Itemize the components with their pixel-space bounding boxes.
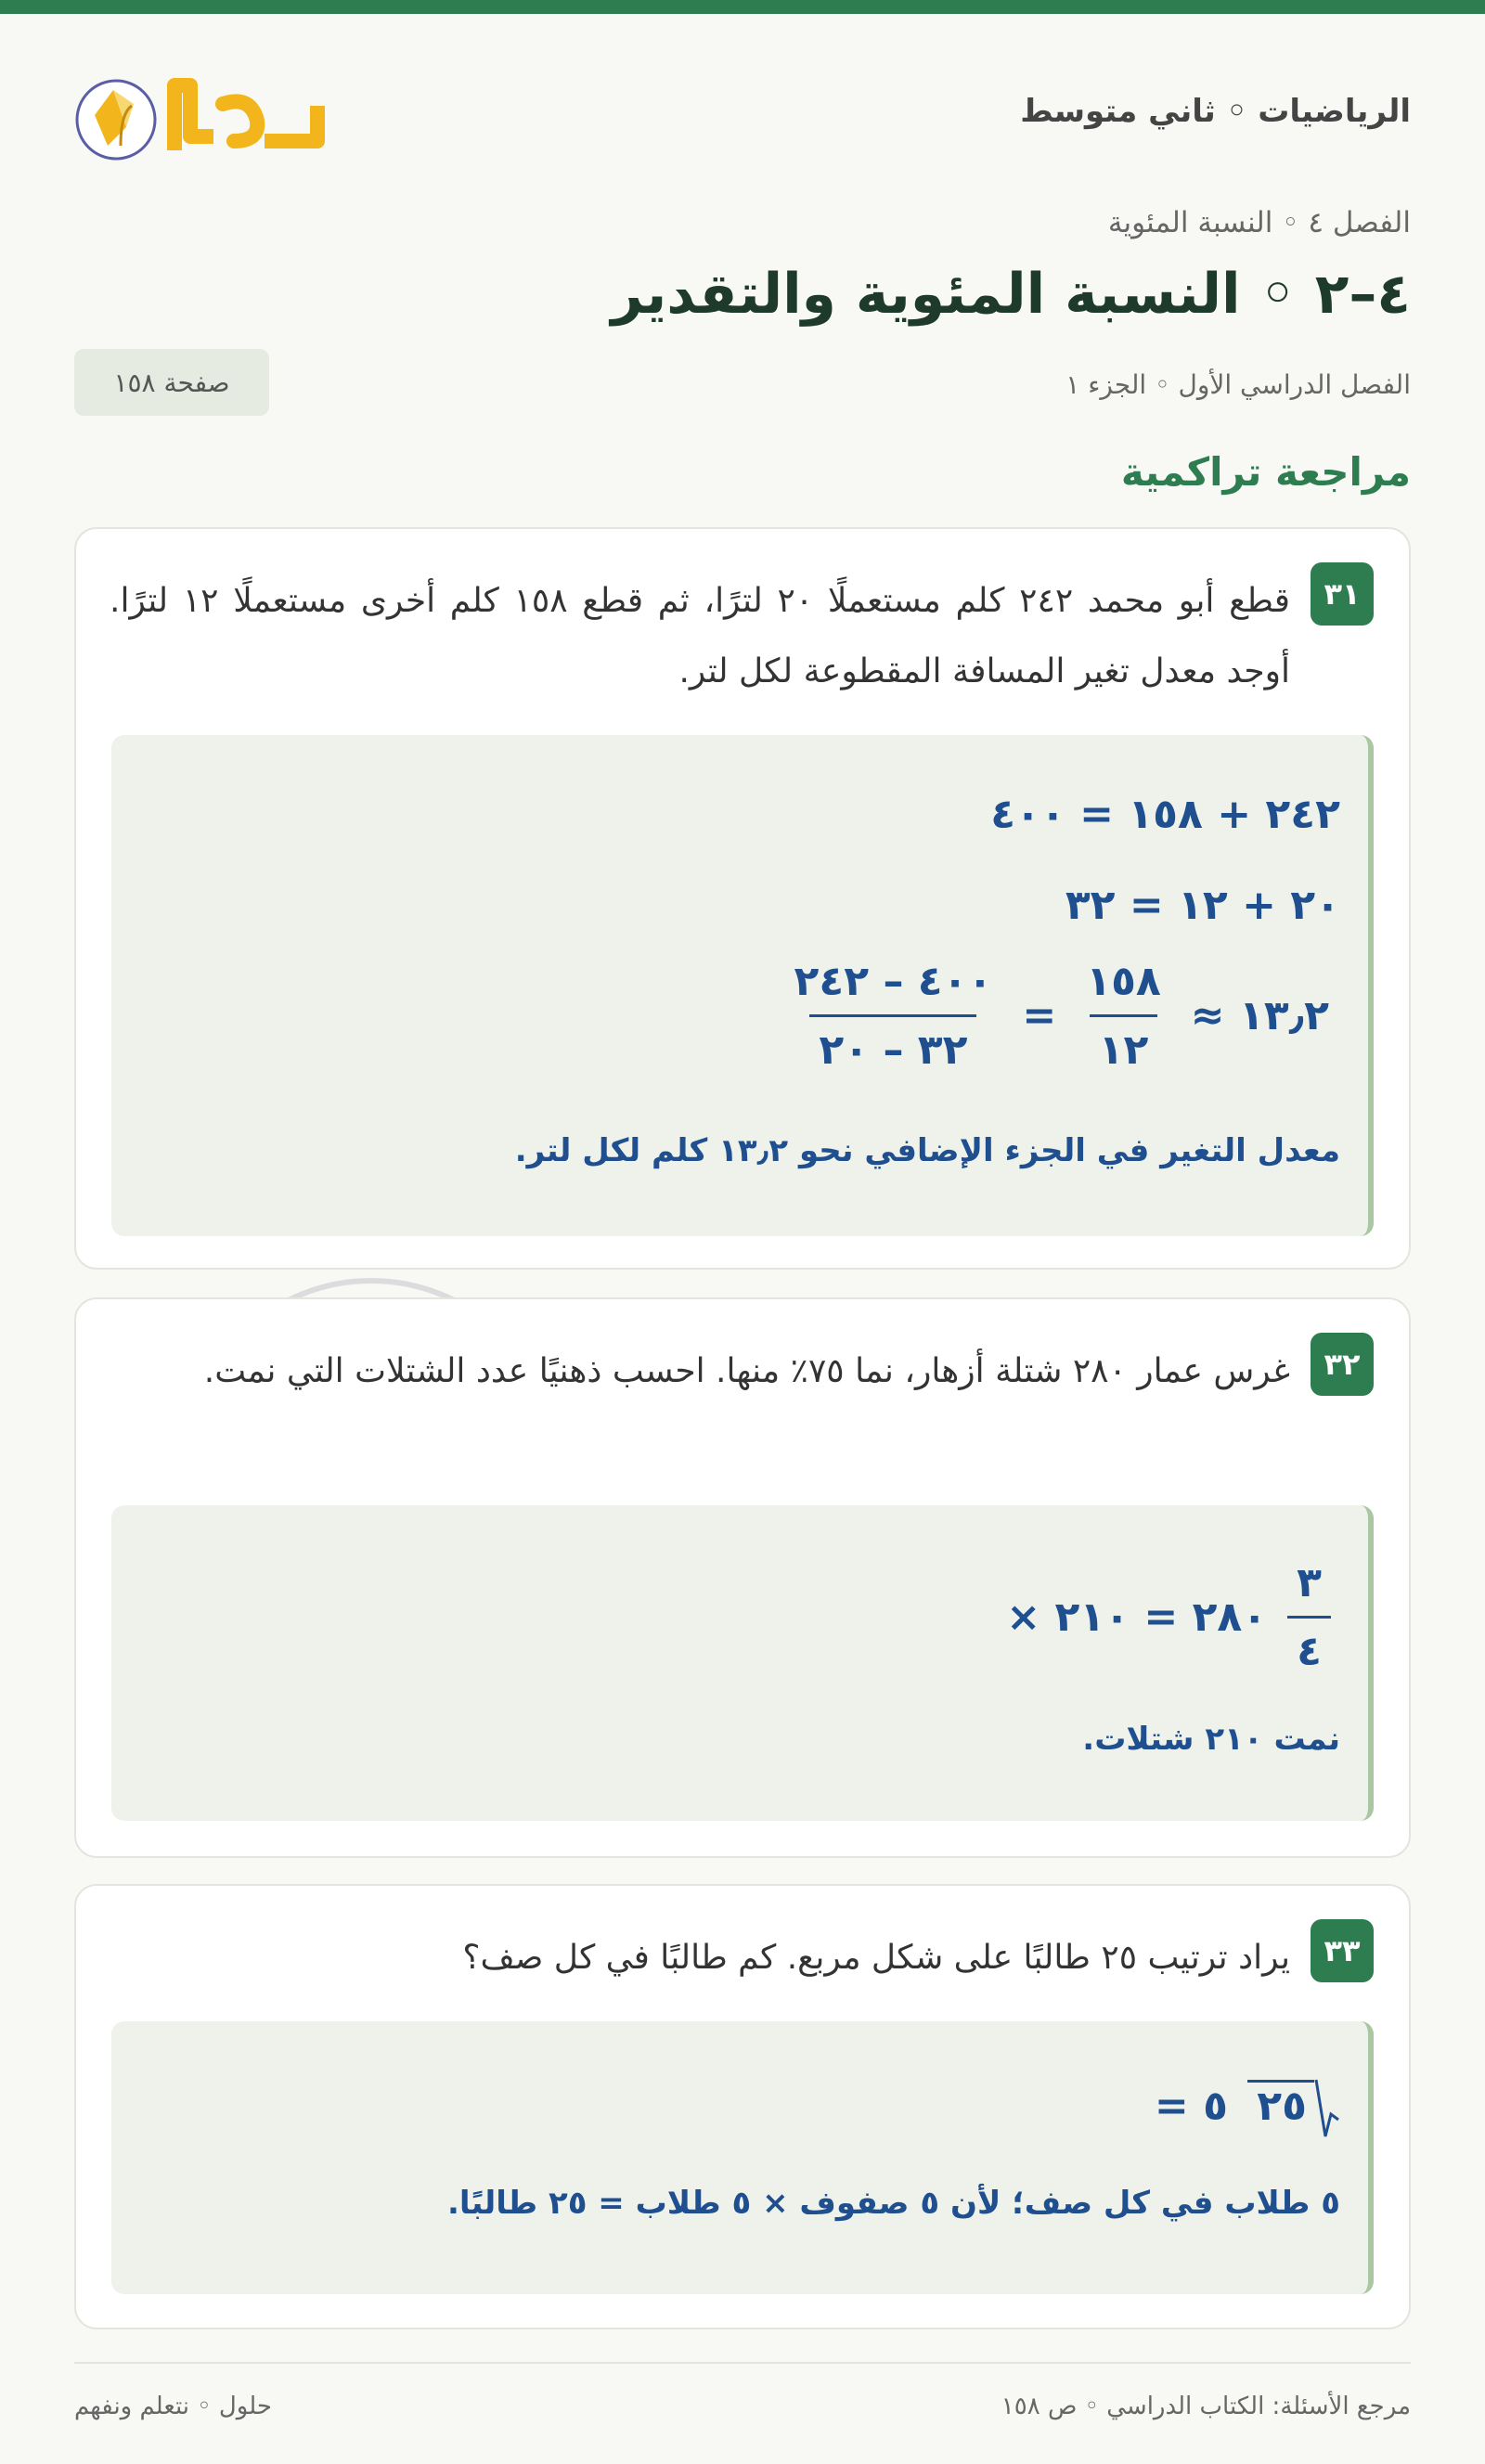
denominator: ٣٢ – ٢٠ xyxy=(809,1014,976,1074)
hulul-logo[interactable] xyxy=(74,58,334,169)
page-title: ٤–٢ ◦ النسبة المئوية والتقدير xyxy=(611,262,1411,327)
subject-label: الرياضيات ◦ ثاني متوسط xyxy=(1020,93,1411,130)
question-text: يراد ترتيب ٢٥ طالبًا على شكل مربع. كم طالبًا في كل صف؟ xyxy=(462,1939,1290,1977)
solution-note: معدل التغير في الجزء الإضافي نحو ١٣٫٢ كلم لكل لتر. xyxy=(514,1132,1340,1169)
radical-sign-icon xyxy=(1314,2079,1340,2138)
term-label: الفصل الدراسي الأول ◦ الجزء ١ xyxy=(1065,369,1411,400)
question-text: قطع أبو محمد ٢٤٢ كلم مستعملًا ٢٠ لترًا، ثم قطع ١٥٨ كلم أخرى مستعملًا ١٢ لترًا. أوجد معدل تغير المسافة المقطوعة لكل لتر. xyxy=(110,582,1291,690)
solution-rest: × ٢٨٠ = ٢١٠ xyxy=(1006,1593,1268,1641)
solution-box xyxy=(111,1505,1374,1821)
footer-tagline: حلول ◦ نتعلم ونفهم xyxy=(74,2393,272,2420)
denominator: ٤ xyxy=(1287,1616,1331,1675)
top-accent-bar xyxy=(0,0,1485,14)
question-number: ٣٢ xyxy=(1311,1333,1374,1396)
footer-reference: مرجع الأسئلة: الكتاب الدراسي ◦ ص ١٥٨ xyxy=(1001,2393,1411,2420)
numerator: ٤٠٠ – ٢٤٢ xyxy=(794,958,993,1005)
denominator: ١٢ xyxy=(1090,1014,1158,1074)
numerator: ١٥٨ xyxy=(1086,958,1161,1005)
approx-result: ≈ ١٣٫٢ xyxy=(1190,992,1329,1039)
radicand: ٢٥ xyxy=(1257,2083,1307,2130)
question-card xyxy=(74,1884,1411,2329)
fraction xyxy=(785,958,1002,1074)
question-number: ٣٣ xyxy=(1311,1919,1374,1982)
solution-note: نمت ٢١٠ شتلات. xyxy=(1082,1721,1340,1758)
section-title: مراجعة تراكمية xyxy=(1120,449,1411,495)
breadcrumb[interactable]: الفصل ٤ ◦ النسبة المئوية xyxy=(1107,206,1411,239)
solution-box xyxy=(111,2021,1374,2294)
question-card xyxy=(74,527,1411,1270)
equals-sign: = xyxy=(1022,992,1057,1039)
solution-note: ٥ طلاب في كل صف؛ لأن ٥ صفوف × ٥ طلاب = ٢٥ طالبًا. xyxy=(446,2185,1340,2222)
solution-step: ٢٠ + ١٢ = ٣٢ xyxy=(1065,882,1340,929)
solution-fraction-step xyxy=(995,1559,1340,1675)
fraction xyxy=(1287,1559,1331,1675)
footer-divider xyxy=(74,2362,1411,2364)
solution-rest: = ٥ xyxy=(1154,2083,1228,2130)
solution-fraction-step xyxy=(776,958,1340,1074)
page-badge: صفحة ١٥٨ xyxy=(74,349,269,416)
question-card xyxy=(74,1297,1411,1858)
solution-step xyxy=(1155,2079,1340,2138)
fraction xyxy=(1077,958,1170,1074)
solution-box xyxy=(111,735,1374,1236)
question-number: ٣١ xyxy=(1311,562,1374,626)
solution-step: ٢٤٢ + ١٥٨ = ٤٠٠ xyxy=(990,791,1340,838)
square-root xyxy=(1247,2080,1314,2130)
numerator: ٣ xyxy=(1297,1559,1322,1606)
question-text: غرس عمار ٢٨٠ شتلة أزهار، نما ٧٥٪ منها. احسب ذهنيًا عدد الشتلات التي نمت. xyxy=(203,1352,1290,1390)
page-header xyxy=(74,58,1411,169)
